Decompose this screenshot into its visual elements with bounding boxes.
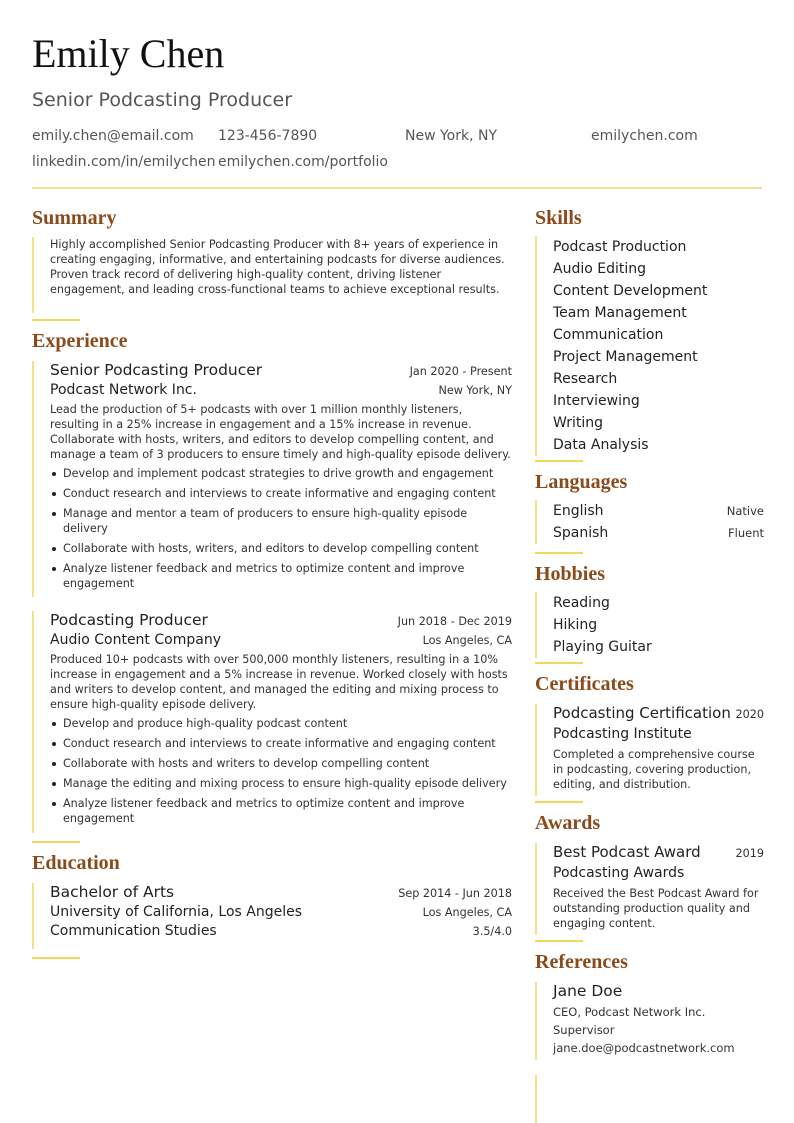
award-name: Best Podcast Award — [553, 843, 701, 861]
experience-bullet: Develop and produce high-quality podcast content — [50, 716, 512, 731]
language-name: English — [553, 503, 604, 519]
summary-block — [32, 237, 512, 313]
skill-item: Data Analysis — [553, 437, 649, 453]
experience-company: Audio Content Company — [50, 632, 221, 648]
experience-bullet: Manage and mentor a team of producers to ensure high-quality episode delivery — [50, 506, 512, 536]
language-level: Fluent — [728, 526, 764, 540]
languages-list — [535, 500, 764, 544]
summary-text: Highly accomplished Senior Podcasting Producer with 8+ years of experience in creating engaging, informative, and entertaining podcasts for diverse audiences. Proven track record of delivering high-quality content, driving listener engagement, and leading cross-functional teams to achieve exceptional results. — [50, 238, 505, 296]
language-level: Native — [726, 504, 764, 518]
reference-position: CEO, Podcast Network Inc. — [553, 1005, 706, 1019]
awards-heading: Awards — [535, 812, 601, 834]
certificate-description: Completed a comprehensive course in podcasting, covering production, editing, and distribution. — [553, 748, 755, 791]
hobby-item: Playing Guitar — [553, 639, 652, 655]
certificates-heading: Certificates — [535, 673, 634, 695]
skill-item: Research — [553, 371, 618, 387]
languages-underline — [535, 552, 583, 554]
hobbies-underline — [535, 662, 583, 664]
references-heading: References — [535, 951, 628, 973]
skill-item: Interviewing — [553, 393, 640, 409]
experience-dates: Jun 2018 - Dec 2019 — [397, 615, 512, 628]
candidate-name: Emily Chen — [32, 31, 225, 76]
education-item — [32, 883, 512, 949]
award-description: Received the Best Podcast Award for outstanding production quality and engaging content. — [553, 887, 759, 930]
contact-portfolio[interactable]: emilychen.com/portfolio — [218, 154, 388, 170]
experience-bullet: Conduct research and interviews to create informative and engaging content — [50, 736, 512, 751]
column-accent-line — [535, 1075, 539, 1123]
skills-heading: Skills — [535, 207, 582, 229]
reference-relation: Supervisor — [553, 1023, 615, 1037]
award-issuer: Podcasting Awards — [553, 865, 685, 881]
awards-underline — [535, 940, 583, 942]
experience-bullet: Analyze listener feedback and metrics to optimize content and improve engagement — [50, 796, 512, 826]
skill-item: Team Management — [553, 305, 687, 321]
summary-underline — [32, 319, 80, 321]
contact-phone[interactable]: 123-456-7890 — [218, 128, 318, 144]
hobby-item: Reading — [553, 595, 610, 611]
education-location: Los Angeles, CA — [422, 906, 512, 919]
education-gpa: 3.5/4.0 — [472, 925, 512, 938]
experience-bullet: Analyze listener feedback and metrics to optimize content and improve engagement — [50, 561, 512, 591]
contact-location: New York, NY — [405, 128, 498, 144]
header-divider — [32, 187, 762, 189]
reference-name: Jane Doe — [553, 982, 623, 1000]
languages-heading: Languages — [535, 471, 628, 493]
award-item — [535, 843, 764, 935]
skill-item: Project Management — [553, 349, 698, 365]
skill-item: Communication — [553, 327, 664, 343]
certificate-issuer: Podcasting Institute — [553, 726, 692, 742]
experience-underline — [32, 841, 80, 843]
language-name: Spanish — [553, 525, 609, 541]
certificate-item — [535, 704, 764, 796]
hobbies-heading: Hobbies — [535, 563, 606, 585]
experience-location: New York, NY — [438, 384, 512, 397]
experience-bullet: Collaborate with hosts and writers to develop compelling content — [50, 756, 512, 771]
experience-bullet: Develop and implement podcast strategies to drive growth and engagement — [50, 466, 512, 481]
skills-list — [535, 236, 764, 456]
experience-item — [32, 361, 512, 597]
education-underline — [32, 957, 80, 959]
experience-role: Senior Podcasting Producer — [50, 361, 263, 379]
experience-heading: Experience — [32, 330, 128, 352]
contact-website[interactable]: emilychen.com — [591, 128, 698, 144]
certificate-year: 2020 — [735, 708, 764, 721]
certificate-name: Podcasting Certification — [553, 704, 731, 722]
hobbies-list — [535, 592, 764, 658]
reference-email[interactable]: jane.doe@podcastnetwork.com — [553, 1041, 735, 1055]
summary-heading: Summary — [32, 207, 117, 229]
skill-item: Podcast Production — [553, 239, 687, 255]
contact-email[interactable]: emily.chen@email.com — [32, 128, 194, 144]
experience-bullet: Collaborate with hosts, writers, and editors to develop compelling content — [50, 541, 512, 556]
experience-location: Los Angeles, CA — [422, 634, 512, 647]
award-year: 2019 — [735, 847, 764, 860]
experience-bullet: Manage the editing and mixing process to ensure high-quality episode delivery — [50, 776, 512, 791]
skill-item: Audio Editing — [553, 261, 647, 277]
experience-description: Lead the production of 5+ podcasts with over 1 million monthly listeners, resulting in a 25% increase in engagement and a 15% increase in revenue. Collaborate with hosts, writers, and editors to develop compelling content, and manage a team of 3 producers to ensure timely and high-quality episode delivery. — [50, 403, 511, 461]
education-field: Communication Studies — [50, 923, 217, 939]
skill-item: Writing — [553, 415, 603, 431]
hobby-item: Hiking — [553, 617, 598, 633]
experience-item — [32, 611, 512, 833]
experience-role: Podcasting Producer — [50, 611, 208, 629]
experience-description: Produced 10+ podcasts with over 500,000 monthly listeners, resulting in a 10% increase in engagement and a 5% increase in revenue. Worked closely with hosts and writers to develop content, and managed the editing and mixing process to ensure high-quality episode delivery. — [50, 653, 508, 711]
experience-company: Podcast Network Inc. — [50, 382, 197, 398]
experience-dates: Jan 2020 - Present — [409, 365, 512, 378]
reference-item — [535, 982, 764, 1060]
education-school: University of California, Los Angeles — [50, 904, 303, 920]
education-dates: Sep 2014 - Jun 2018 — [398, 887, 512, 900]
skill-item: Content Development — [553, 283, 708, 299]
skills-underline — [535, 460, 583, 462]
education-degree: Bachelor of Arts — [50, 883, 175, 901]
certificates-underline — [535, 801, 583, 803]
contact-linkedin[interactable]: linkedin.com/in/emilychen — [32, 154, 216, 170]
education-heading: Education — [32, 852, 120, 874]
experience-bullet: Conduct research and interviews to create informative and engaging content — [50, 486, 512, 501]
job-title: Senior Podcasting Producer — [32, 89, 293, 111]
